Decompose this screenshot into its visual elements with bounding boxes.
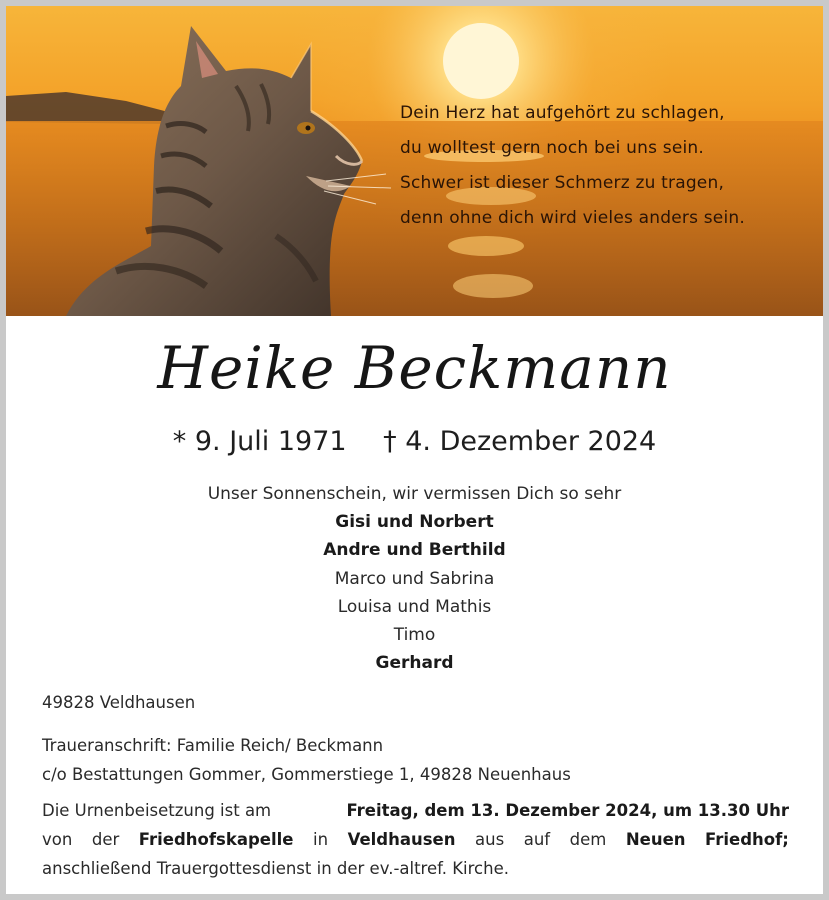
burial-word: von	[42, 830, 73, 849]
burial-word: Friedhofskapelle	[138, 830, 294, 849]
mourner-name: Timo	[393, 625, 436, 646]
poem-line: Schwer ist dieser Schmerz zu tragen,	[400, 173, 725, 193]
burial-notice	[42, 796, 789, 883]
mourner-name: Gerhard	[375, 653, 454, 674]
obituary-card	[6, 6, 823, 894]
burial-word: der	[91, 830, 120, 849]
mourners-list	[6, 480, 823, 677]
mourners-motto: Unser Sonnenschein, wir vermissen Dich so sehr	[207, 484, 622, 504]
burial-word: Neuen	[625, 830, 686, 849]
life-dates	[6, 426, 823, 457]
mourning-address-line: Traueranschrift: Familie Reich/ Beckmann	[42, 736, 384, 755]
poem-line: denn ohne dich wird vieles anders sein.	[400, 208, 745, 228]
burial-date-time: Freitag, dem 13. Dezember 2024, um 13.30 Uhr	[346, 801, 789, 820]
burial-line-3: anschließend Trauergottesdienst in der ev.-altref. Kirche.	[42, 859, 509, 878]
burial-word: Veldhausen	[347, 830, 456, 849]
burial-word: auf	[523, 830, 551, 849]
burial-line-1	[42, 796, 789, 825]
mourner-name: Marco und Sabrina	[334, 568, 495, 589]
mourning-address	[42, 731, 571, 789]
birth-date: * 9. Juli 1971	[172, 426, 347, 457]
burial-word: in	[313, 830, 329, 849]
death-date: † 4. Dezember 2024	[383, 426, 657, 457]
poem-line: Dein Herz hat aufgehört zu schlagen,	[400, 103, 725, 123]
location: 49828 Veldhausen	[42, 693, 196, 712]
mourner-name: Andre und Berthild	[323, 540, 506, 561]
burial-intro: Die Urnenbeisetzung ist am	[42, 801, 272, 820]
burial-word: aus	[475, 830, 505, 849]
poem-line: du wolltest gern noch bei uns sein.	[400, 138, 704, 158]
deceased-name: Heike Beckmann	[157, 334, 672, 402]
mourner-name: Louisa und Mathis	[337, 596, 492, 617]
burial-word: dem	[569, 830, 607, 849]
mourning-address-line: c/o Bestattungen Gommer, Gommerstiege 1, 49828 Neuenhaus	[42, 765, 571, 784]
mourner-name: Gisi und Norbert	[335, 512, 494, 533]
burial-line-2	[42, 825, 789, 854]
header-photo-cat-sunset	[6, 6, 823, 316]
burial-word: Friedhof;	[705, 830, 789, 849]
poem	[400, 96, 745, 236]
